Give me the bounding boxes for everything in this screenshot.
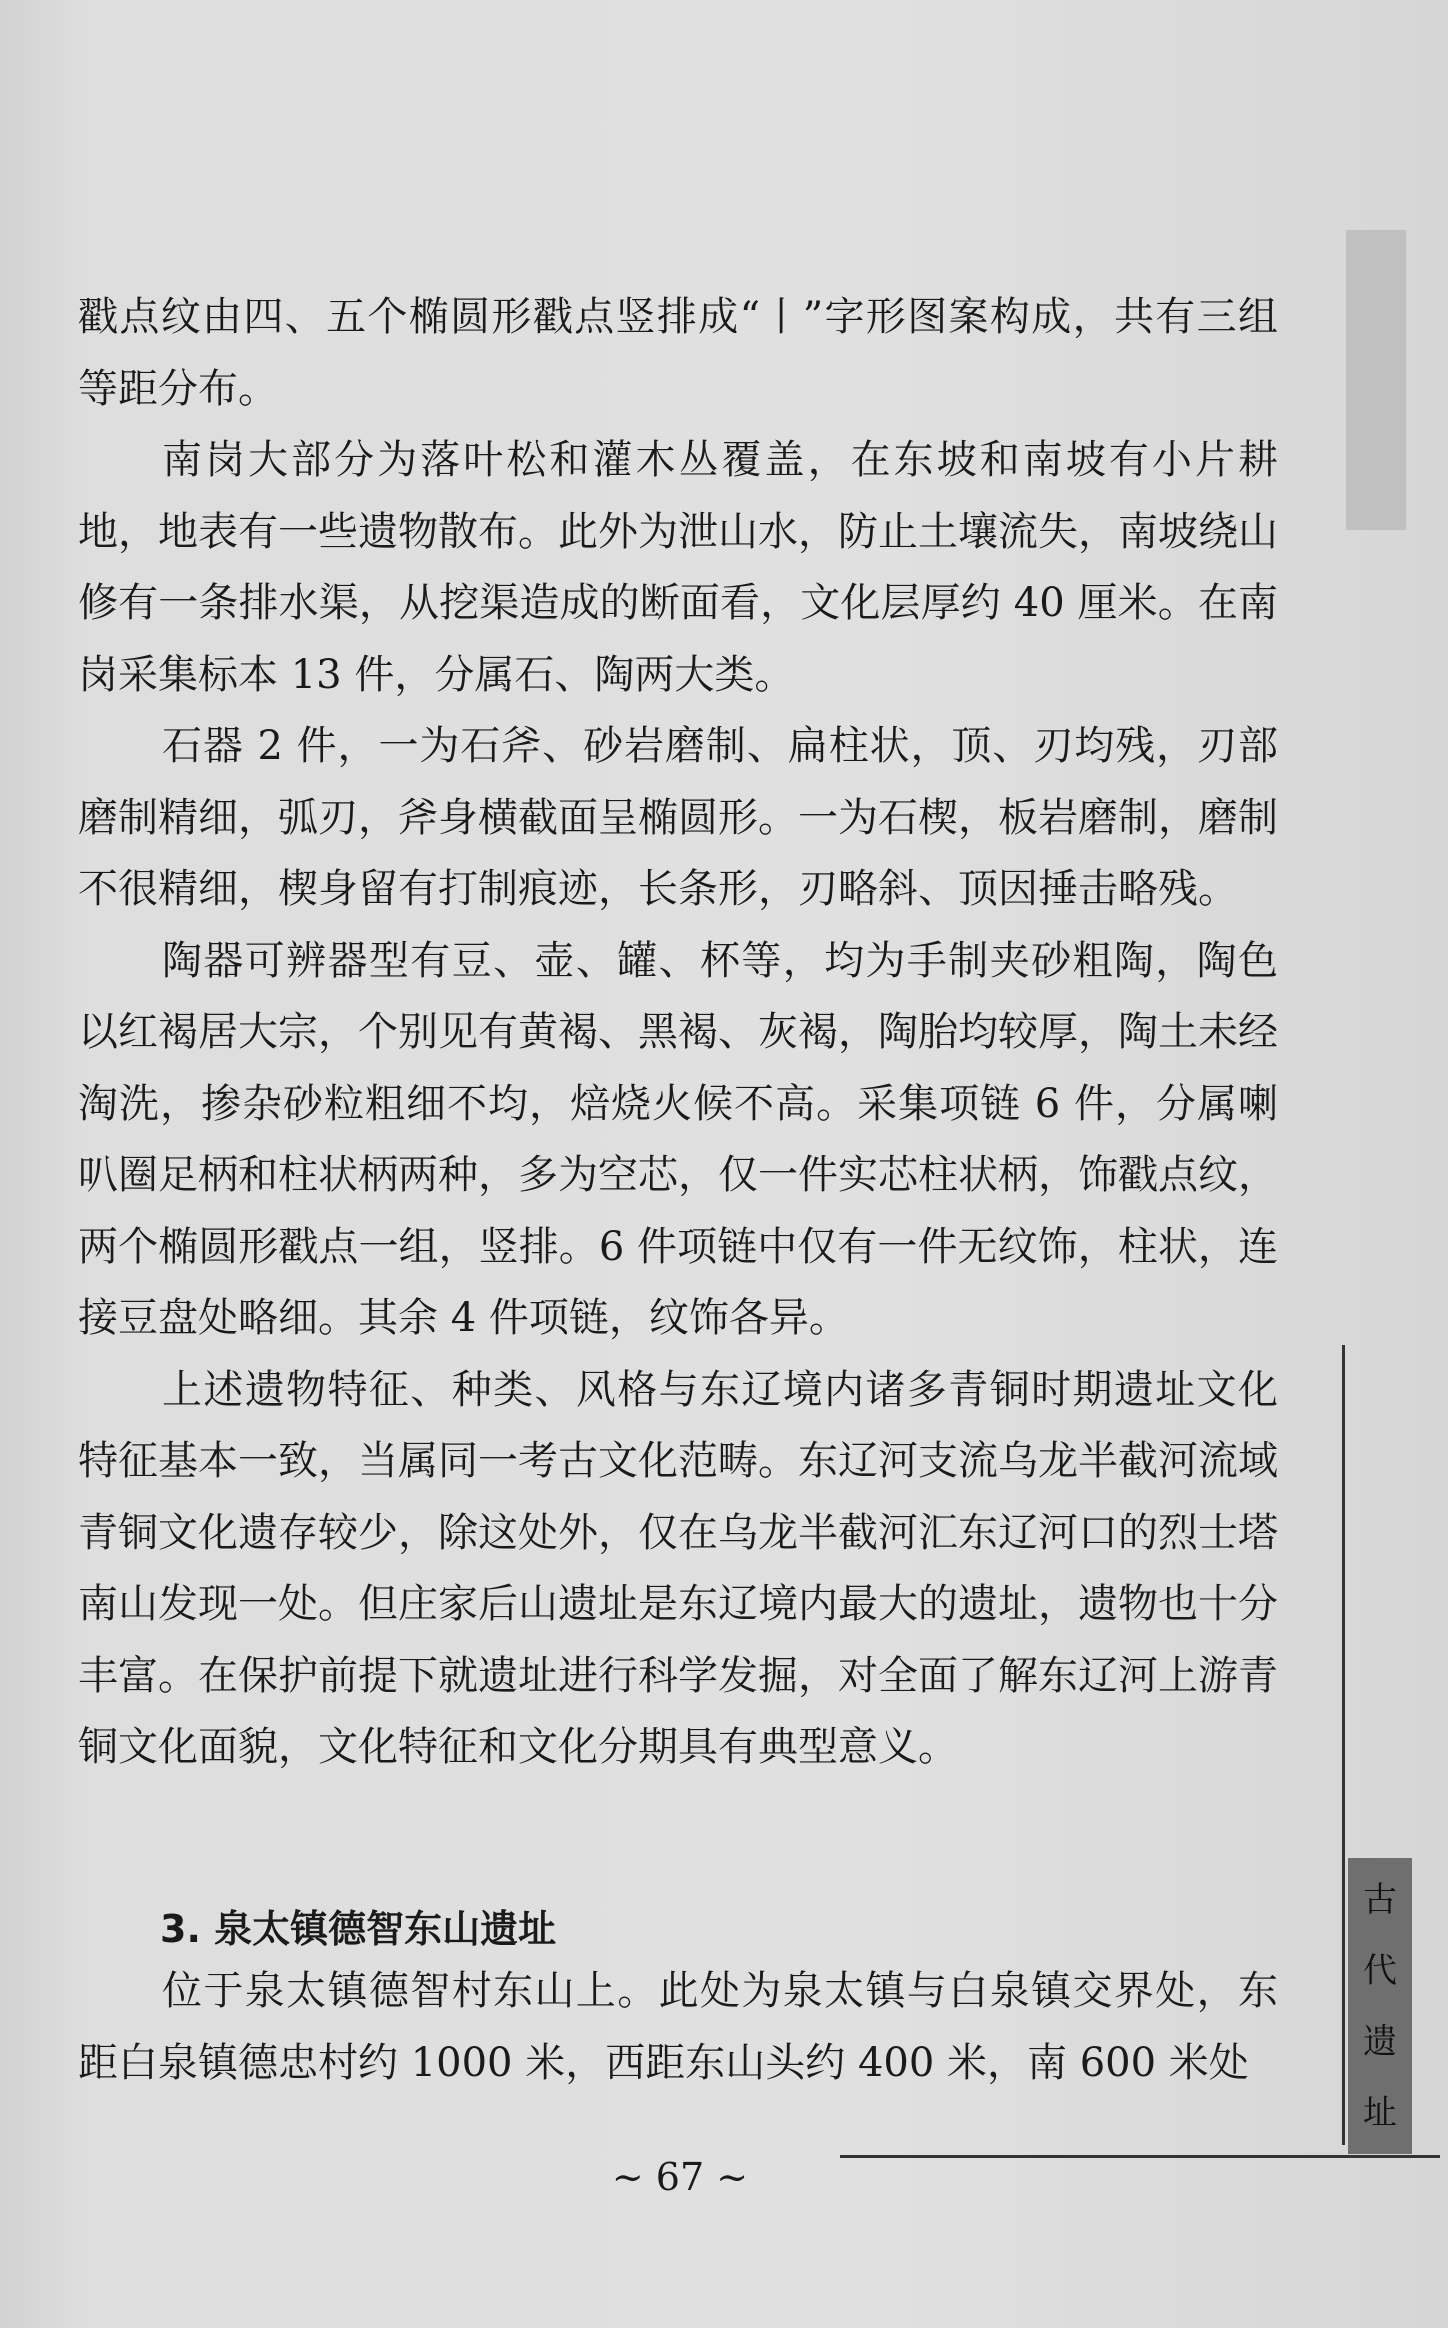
chapter-side-tab: [1348, 1858, 1412, 2154]
paragraph: 陶器可辨器型有豆、壶、罐、杯等，均为手制夹砂粗陶，陶色以红褐居大宗，个别见有黄褐、黑褐、灰褐，陶胎均较厚，陶土未经淘洗，掺杂砂粒粗细不均，焙烧火候不高。采集项链 6 件，分属喇叭圈足柄和柱状柄两种，多为空芯，仅一件实芯柱状柄，饰戳点纹，两个椭圆形戳点一组，竖排。6 件项链中仅有一件无纹饰，柱状，连接豆盘处略细。其余 4 件项链，纹饰各异。: [78, 937, 1278, 1341]
side-tab-char: 古: [1363, 1879, 1397, 1920]
body-text-top: [78, 282, 1278, 1784]
paragraph: 位于泉太镇德智村东山上。此处为泉太镇与白泉镇交界处，东距白泉镇德忠村约 1000 米，西距东山头约 400 米，南 600 米处: [78, 1968, 1278, 2086]
paragraph: 戳点纹由四、五个椭圆形戳点竖排成“丨”字形图案构成，共有三组等距分布。: [78, 294, 1278, 412]
side-tab-char: 代: [1363, 1950, 1397, 1991]
side-rule: [1342, 1345, 1345, 2145]
body-text-bottom: [78, 1956, 1278, 2099]
paragraph: 石器 2 件，一为石斧、砂岩磨制、扁柱状，顶、刃均残，刃部磨制精细，弧刃，斧身横截面呈椭圆形。一为石楔，板岩磨制，磨制不很精细，楔身留有打制痕迹，长条形，刃略斜、顶因捶击略残。: [78, 723, 1278, 912]
page-number: ~ 67 ~: [611, 2155, 749, 2199]
bleed-through-tab: [1346, 230, 1406, 530]
side-tab-char: 址: [1363, 2092, 1397, 2133]
paragraph: 上述遗物特征、种类、风格与东辽境内诸多青铜时期遗址文化特征基本一致，当属同一考古文化范畴。东辽河支流乌龙半截河流域青铜文化遗存较少，除这处外，仅在乌龙半截河汇东辽河口的烈士塔南山发现一处。但庄家后山遗址是东辽境内最大的遗址，遗物也十分丰富。在保护前提下就遗址进行科学发掘，对全面了解东辽河上游青铜文化面貌，文化特征和文化分期具有典型意义。: [78, 1366, 1278, 1770]
paragraph: 南岗大部分为落叶松和灌木丛覆盖，在东坡和南坡有小片耕地，地表有一些遗物散布。此外为泄山水，防止土壤流失，南坡绕山修有一条排水渠，从挖渠造成的断面看，文化层厚约 40 厘米。在南岗采集标本 13 件，分属石、陶两大类。: [78, 437, 1278, 698]
side-tab-char: 遗: [1363, 2021, 1397, 2062]
section-heading: 3. 泉太镇德智东山遗址: [160, 1907, 557, 1951]
